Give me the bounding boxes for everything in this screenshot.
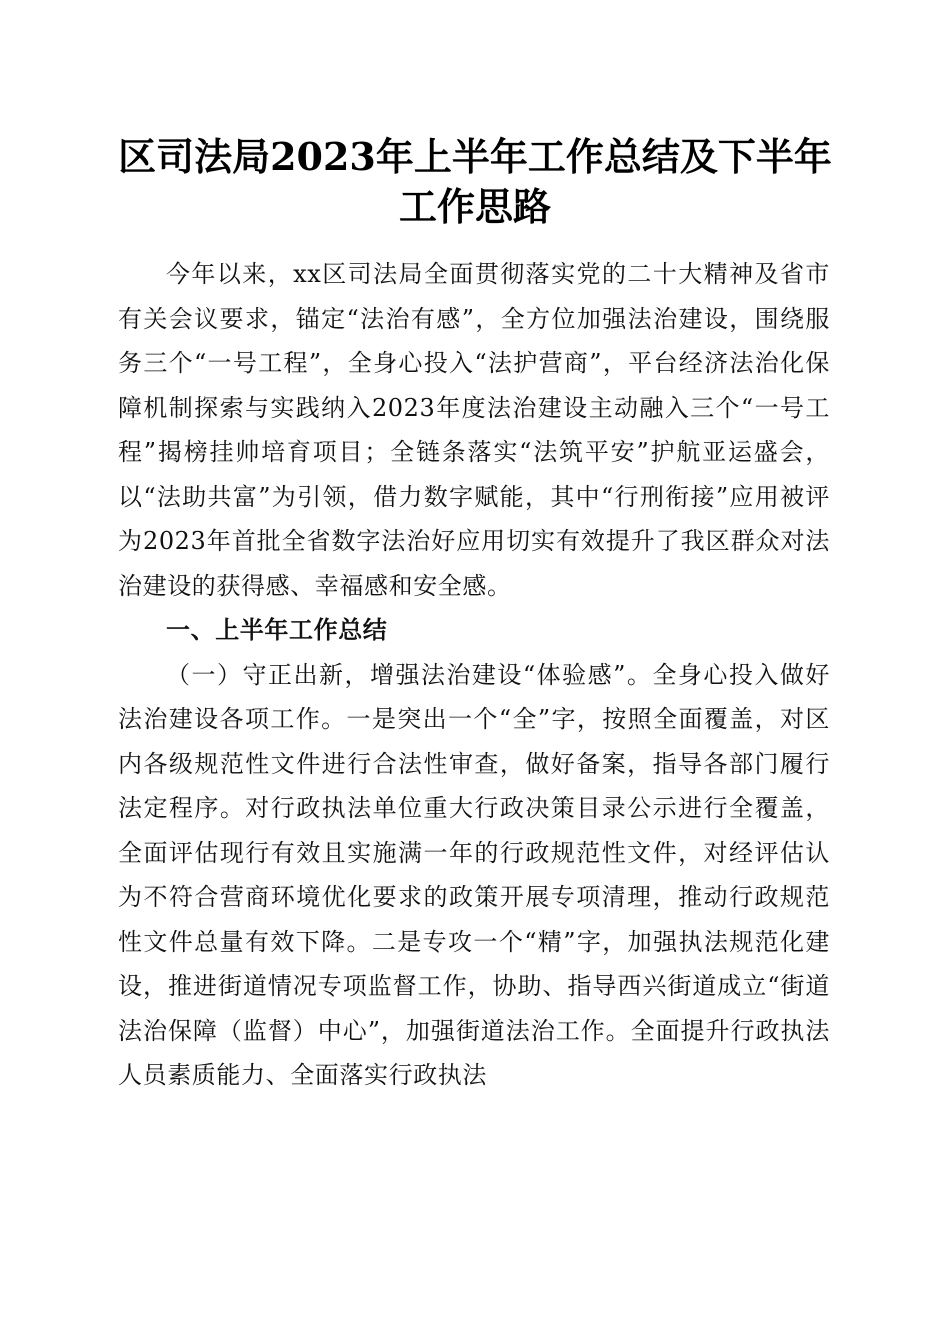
subsection-paragraph-1 [118, 653, 830, 1098]
document-title: 区司法局2023年上半年工作总结及下半年工作思路 [118, 134, 832, 229]
subsection-lead: （一）守正出新，增强法治建设“体验感”。 [166, 660, 653, 689]
document-body [118, 252, 830, 1098]
section-heading-1: 一、上半年工作总结 [166, 616, 388, 644]
subsection-body: 全身心投入做好法治建设各项工作。一是突出一个“全”字，按照全面覆盖，对区内各级规范性文件进行合法性审查，做好备案，指导各部门履行法定程序。对行政执法单位重大行政决策目录公示进行全覆盖，全面评估现行有效且实施满一年的行政规范性文件，对经评估认为不符合营商环境优化要求的政策开展专项清理，推动行政规范性文件总量有效下降。二是专攻一个“精”字，加强执法规范化建设，推进街道情况专项监督工作，协助、指导西兴街道成立“街道法治保障（监督）中心”，加强街道法治工作。全面提升行政执法人员素质能力、全面落实行政执法 [118, 660, 831, 1089]
intro-paragraph: 今年以来，xx区司法局全面贯彻落实党的二十大精神及省市有关会议要求，锚定“法治有感”，全方位加强法治建设，围绕服务三个“一号工程”，全身心投入“法护营商”，平台经济法治化保障机制探索与实践纳入2023年度法治建设主动融入三个“一号工程”揭榜挂帅培育项目；全链条落实“法筑平安”护航亚运盛会，以“法助共富”为引领，借力数字赋能，其中“行刑衔接”应用被评为2023年首批全省数字法治好应用切实有效提升了我区群众对法治建设的获得感、幸福感和安全感。 [118, 260, 830, 600]
